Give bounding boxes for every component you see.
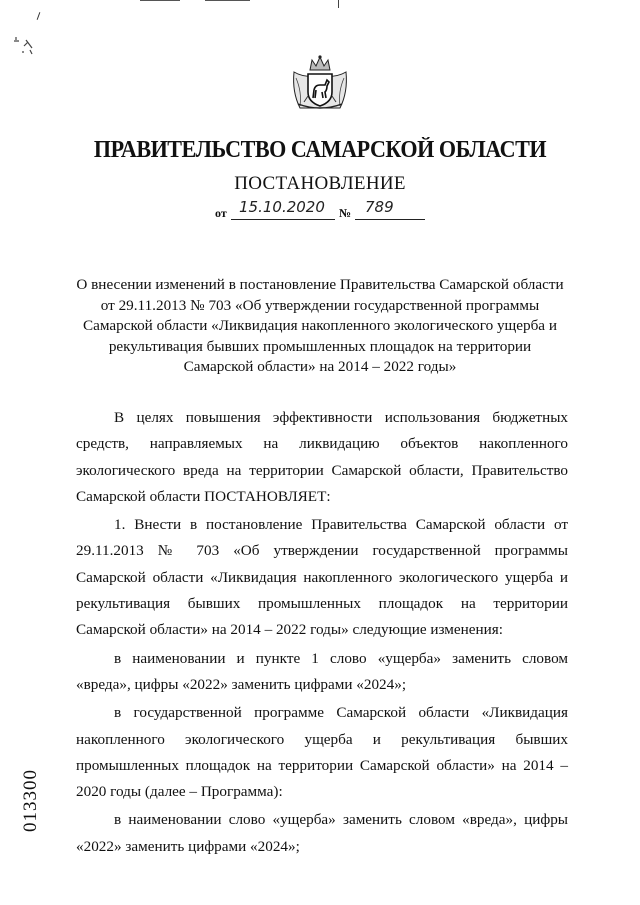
subject-line: от 29.11.2013 № 703 «Об утверждении государственной программы — [100, 296, 540, 314]
body-paragraph: в наименовании слово «ущерба» заменить словом «вреда», цифры «2022» заменить цифрами «2024»; — [76, 811, 568, 855]
subject-line: Самарской области» на 2014 – 2022 годы» — [183, 358, 457, 375]
subject-line: рекультивация бывших промышленных площадок на территории — [108, 337, 532, 355]
document-subject — [40, 275, 600, 378]
subject-line: Самарской области «Ликвидация накопленного экологического ущерба и — [83, 317, 557, 334]
org-title: ПРАВИТЕЛЬСТВО САМАРСКОЙ ОБЛАСТИ — [93, 137, 547, 163]
date-value: 15.10.2020 — [239, 198, 325, 216]
body-paragraph: 1. Внести в постановление Правительства Самарской области от 29.11.2013 № 703 «Об утверждении государственной программы Самарской области «Ликвидация накопленного экологического ущерба и рекультивация бывших промышленных площадок на территории Самарской области» на 2014 – 2022 годы» следующие изменения: — [76, 516, 568, 639]
doc-type-title: ПОСТАНОВЛЕНИЕ — [234, 173, 406, 194]
number-value: 789 — [365, 198, 394, 216]
body-paragraph: в государственной программе Самарской области «Ликвидация накопленного экологического ущерба и рекультивация бывших промышленных площадок на территории Самарской области» на 2014 – 2020 годы (далее – Программа): — [76, 704, 568, 801]
scan-mark-tick — [37, 12, 41, 20]
document-body — [76, 405, 568, 860]
number-underline — [355, 219, 425, 220]
scan-mark-corner — [14, 36, 36, 56]
side-registration-number: 013300 — [20, 769, 41, 832]
scan-mark-line — [205, 0, 250, 1]
body-paragraph: в наименовании и пункте 1 слово «ущерба» заменить словом «вреда», цифры «2022» заменить цифрами «2024»; — [76, 649, 568, 693]
date-number-line — [215, 198, 435, 222]
body-paragraph: В целях повышения эффективности использования бюджетных средств, направляемых на ликвидацию объектов накопленного экологического вреда на территории Самарской области, Правительство Самарской области ПОСТАНОВЛЯЕТ: — [76, 409, 568, 505]
scan-mark-line — [140, 0, 180, 1]
date-label: от — [215, 206, 227, 220]
number-label: № — [339, 206, 352, 220]
scan-mark-tick — [338, 0, 339, 8]
date-underline — [231, 219, 335, 220]
samara-coat-of-arms-icon — [288, 52, 352, 114]
subject-line: О внесении изменений в постановление Правительства Самарской области — [76, 276, 564, 293]
